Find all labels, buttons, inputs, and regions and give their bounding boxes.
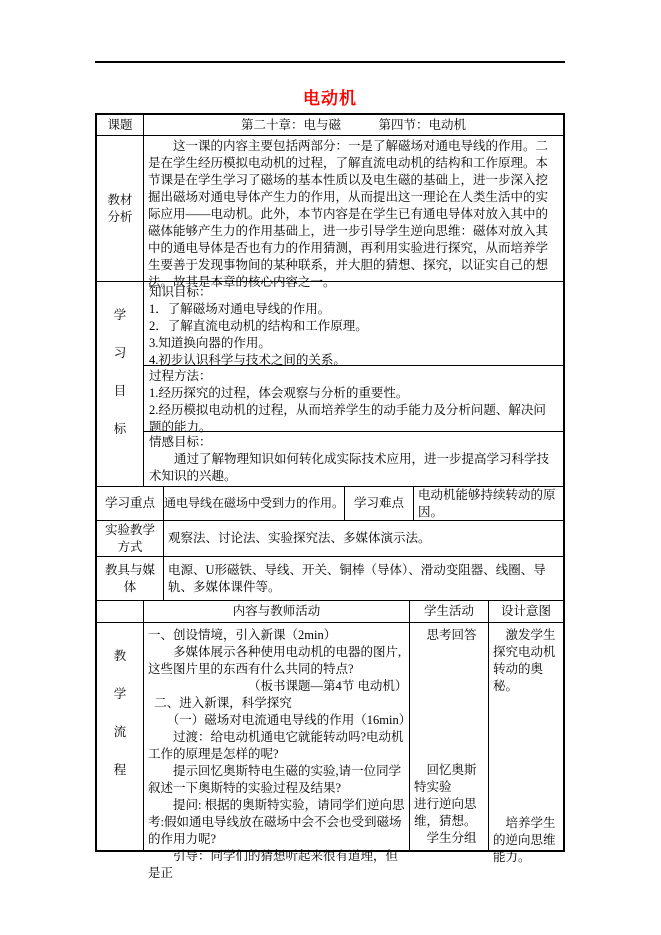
teacher-activity-p4: 二、进入新课，科学探究 — [154, 696, 292, 710]
row-learning-goals — [97, 282, 563, 487]
affective-goals-title: 情感目标： — [149, 435, 212, 449]
teacher-activity-p3: （板书课题—第4节 电动机） — [248, 679, 408, 693]
material-analysis-text-cell — [144, 136, 563, 289]
knowledge-goal-3: 3.知道换向器的作用。 — [149, 336, 271, 350]
teacher-activity-p9: 引导：同学们的猜想听起来很有道理，但是正 — [148, 849, 399, 880]
student-activity-p4: 学生分组 — [426, 831, 477, 845]
design-intent-p1: 激发学生探究电动机转动的奥秘。 — [493, 628, 556, 693]
process-method-cell — [144, 366, 563, 432]
teaching-method-value: 观察法、讨论法、实验探究法、多媒体演示法。 — [168, 531, 431, 545]
header-rule — [95, 61, 565, 63]
row-material-analysis — [97, 136, 563, 289]
knowledge-goal-4: 4.初步认识科学与技术之间的关系。 — [149, 353, 346, 367]
learning-goals-char-3: 目 — [113, 384, 127, 398]
teacher-activity-p7: 提示回忆奥斯特电生磁的实验,请一位同学叙述一下奥斯特的实验过程及结果? — [148, 764, 402, 795]
row-teaching-flow — [97, 623, 563, 880]
teacher-activity-p2: 多媒体展示各种使用电动机的电器的图片,这些图片里的东西有什么共同的特点? — [148, 645, 402, 676]
teaching-method-label — [97, 521, 164, 556]
design-intent-p2: 培养学生的逆向思维能力。 — [493, 816, 556, 864]
material-analysis-text: 这一课的内容主要包括两部分：一是了解磁场对通电导线的作用。二是在学生经历模拟电动机的过程，了解直流电动机的结构和工作原理。本节课是在学生学习了磁场的基本性质以及电生磁的基础上，进一步深入挖掘出磁场对通电导体产生力的作用，从而提出这一理论在人类生活中的实际应用——电动机。此外，本节内容是在学生已有通电导体对放入其中的磁体能够产生力的作用基础上，进一步引导学生逆向思维：磁体对放入其中的通电导体是否也有力的作用猜测，再利用实验进行探究，从而培养学生要善于发现事物间的某种联系，并大胆的猜想、探究，以证实自己的想法。故其是本章的核心内容之一。 — [148, 139, 549, 289]
difficulty-label: 学习难点 — [345, 487, 414, 520]
lesson-plan-table — [95, 113, 565, 880]
focus-value: 通电导线在磁场中受到力的作用。 — [164, 487, 345, 520]
teaching-flow-char-4: 程 — [113, 763, 127, 777]
row-flow-header — [97, 601, 563, 623]
difficulty-value: 电动机能够持续转动的原因。 — [418, 487, 556, 519]
student-activity-cell — [410, 623, 489, 850]
knowledge-goal-2: 2．了解直流电动机的结构和工作原理。 — [149, 319, 368, 333]
teacher-activity-p6: 过渡：给电动机通电它就能转动吗?电动机工作的原理是怎样的呢? — [148, 730, 404, 761]
teaching-aids-label — [97, 557, 164, 600]
teacher-activity-p8: 提问: 根据的奥斯特实验，请同学们逆向思考:假如通电导线放在磁场中会不会也受到磁场的作用力呢? — [148, 798, 405, 846]
affective-goals-text: 通过了解物理知识如何转化成实际技术应用，进一步提高学习科学技术知识的兴趣。 — [149, 452, 550, 483]
material-analysis-label-text: 教材分析 — [107, 192, 133, 224]
process-method-1: 1.经历探究的过程，体会观察与分析的重要性。 — [149, 386, 409, 400]
teaching-aids-label-text: 教具与媒体 — [104, 562, 155, 594]
flow-header-student: 学生活动 — [410, 601, 489, 622]
learning-goals-label — [97, 282, 144, 486]
teaching-method-label-text: 实验教学方式 — [104, 522, 155, 554]
focus-label: 学习重点 — [97, 487, 164, 520]
teaching-flow-char-3: 流 — [113, 725, 127, 739]
teaching-flow-label — [97, 623, 144, 850]
design-intent-cell — [489, 623, 563, 864]
learning-goals-sections — [144, 282, 563, 486]
material-analysis-label — [97, 136, 144, 281]
affective-goals-cell — [144, 432, 563, 485]
student-activity-p3: 进行逆向思维，猜想。 — [414, 797, 477, 828]
teaching-flow-char-2: 学 — [113, 687, 127, 701]
student-activity-p2: 回忆奥斯特实验 — [414, 763, 477, 794]
learning-goals-char-2: 习 — [113, 346, 127, 360]
flow-header-empty-cell — [97, 601, 144, 622]
knowledge-goals-cell — [144, 282, 563, 366]
topic-value: 第二十章：电与磁 第四节：电动机 — [240, 117, 466, 132]
knowledge-goal-1: 1．了解磁场对通电导线的作用。 — [149, 302, 331, 316]
flow-header-teacher: 内容与教师活动 — [144, 601, 410, 622]
teacher-activity-p5: （一）磁场对电流通电导线的作用（16min） — [166, 713, 412, 727]
page-title: 电动机 — [303, 89, 357, 108]
teacher-activity-p1: 一、创设情境，引入新课（2min） — [148, 628, 337, 642]
learning-goals-char-4: 标 — [113, 422, 127, 436]
process-method-title: 过程方法： — [149, 369, 212, 383]
row-teaching-method — [97, 521, 563, 557]
row-focus-difficulty — [97, 487, 563, 521]
teaching-flow-char-1: 教 — [113, 649, 127, 663]
row-topic — [97, 115, 563, 136]
teacher-activity-cell — [144, 623, 412, 880]
topic-label: 课题 — [97, 115, 144, 135]
knowledge-goals-title: 知识目标： — [149, 285, 212, 299]
flow-header-design: 设计意图 — [500, 604, 551, 618]
process-method-2: 2.经历模拟电动机的过程，从而培养学生的动手能力及分析问题、解决问题的能力。 — [149, 403, 546, 434]
row-teaching-aids — [97, 557, 563, 601]
learning-goals-char-1: 学 — [113, 308, 127, 322]
student-activity-p1: 思考回答 — [426, 628, 477, 642]
teaching-aids-value: 电源、U形磁铁、导线、开关、铜棒（导体）、滑动变阻器、线圈、导轨、多媒体课件等。 — [168, 562, 546, 594]
